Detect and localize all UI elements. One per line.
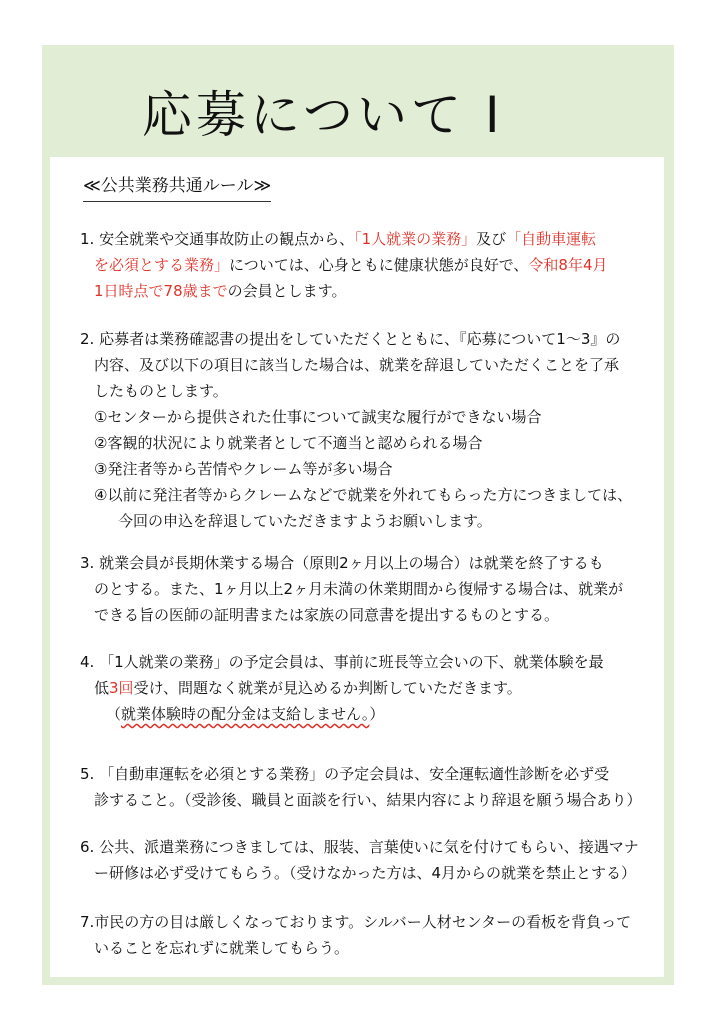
text: 受け、問題なく就業が見込めるか判断していただきます。 — [133, 679, 522, 697]
rule-5-line-1: 5. 「自動車運転を必須とする業務」の予定会員は、安全運転適性診断を必ず受 — [80, 765, 610, 783]
rule-4-line-1: 4. 「1人就業の業務」の予定会員は、事前に班長等立会いの下、就業体験を最 — [80, 653, 604, 671]
rule-3-line-3: できる旨の医師の証明書または家族の同意書を提出するものとする。 — [94, 606, 560, 624]
rules-card — [50, 157, 664, 977]
rule-2-line-1: 2. 応募者は業務確認書の提出をしていただくとともに、『応募について1～3』の — [80, 330, 621, 348]
rule-2-sub-4: ④以前に発注者等からクレームなどで就業を外れてもらった方につきましては、 — [94, 486, 633, 504]
section-heading: ≪公共業務共通ルール≫ — [83, 174, 271, 202]
rule-5 — [80, 761, 660, 813]
rule-6-line-1: 6. 公共、派遣業務につきましては、服装、言葉使いに気を付けてもらい、接遇マナ — [80, 838, 639, 856]
rule-2-sub-1: ①センターから提供された仕事について誠実な履行ができない場合 — [94, 408, 542, 426]
text: 低 — [94, 679, 110, 697]
rule-7-line-2: いることを忘れずに就業してもらう。 — [94, 939, 350, 957]
rule-1-line-3 — [80, 278, 660, 304]
rule-3-line-2: のとする。また、1ヶ月以上2ヶ月未満の休業期間から復帰する場合は、就業が — [94, 580, 624, 598]
highlight-text: 1日時点で78歳まで — [94, 282, 228, 300]
text: （ — [106, 705, 122, 723]
highlight-text: 令和8年4月 — [528, 256, 608, 274]
underlined-note: 就業体験時の配分金は支給しません。 — [121, 705, 370, 723]
rule-4-line-3 — [80, 701, 660, 727]
title-panel — [42, 45, 674, 985]
text: については、心身ともに健康状態が良好で、 — [229, 256, 529, 274]
highlight-text: を必須とする業務」 — [94, 256, 230, 274]
rule-5-line-2: 診すること。（受診後、職員と面談を行い、結果内容により辞退を願う場合あり） — [94, 791, 642, 809]
rule-1-line-2 — [80, 252, 660, 278]
rule-7 — [80, 909, 660, 961]
text: 及び — [476, 230, 507, 248]
highlight-text: 「自動車運転 — [506, 230, 597, 248]
text: の会員とします。 — [227, 282, 347, 300]
text: ） — [369, 705, 385, 723]
rule-2-sub-4-cont: 今回の申込を辞退していただきますようお願いします。 — [118, 512, 492, 530]
rule-3-line-1: 3. 就業会員が長期休業する場合（原則2ヶ月以上の場合）は就業を終了するも — [80, 554, 604, 572]
rule-1 — [80, 226, 660, 304]
rule-6 — [80, 834, 660, 886]
rule-3 — [80, 550, 660, 628]
rule-4 — [80, 649, 660, 727]
rule-2-line-3: したものとします。 — [94, 382, 228, 400]
rule-7-line-1: 7.市民の方の目は厳しくなっております。シルバー人材センターの看板を背負って — [80, 913, 632, 931]
rule-2-line-2: 内容、及び以下の項目に該当した場合は、就業を辞退していただくことを了承 — [94, 356, 620, 374]
highlight-text: 3回 — [109, 679, 134, 697]
rule-2-sub-2: ②客観的状況により就業者として不適当と認められる場合 — [94, 434, 483, 452]
rule-1-line-1 — [80, 226, 660, 252]
text: 1. 安全就業や交通事故防止の観点から、 — [80, 230, 355, 248]
page-title: 応募について Ⅰ — [142, 86, 504, 144]
rule-4-line-2 — [80, 675, 660, 701]
rule-2-sub-3: ③発注者等から苦情やクレーム等が多い場合 — [94, 460, 393, 478]
rule-2 — [80, 326, 660, 534]
highlight-text: 「1人就業の業務」 — [354, 230, 477, 248]
rule-6-line-2: ー研修は必ず受けてもらう。（受けなかった方は、4月からの就業を禁止とする） — [94, 864, 637, 882]
